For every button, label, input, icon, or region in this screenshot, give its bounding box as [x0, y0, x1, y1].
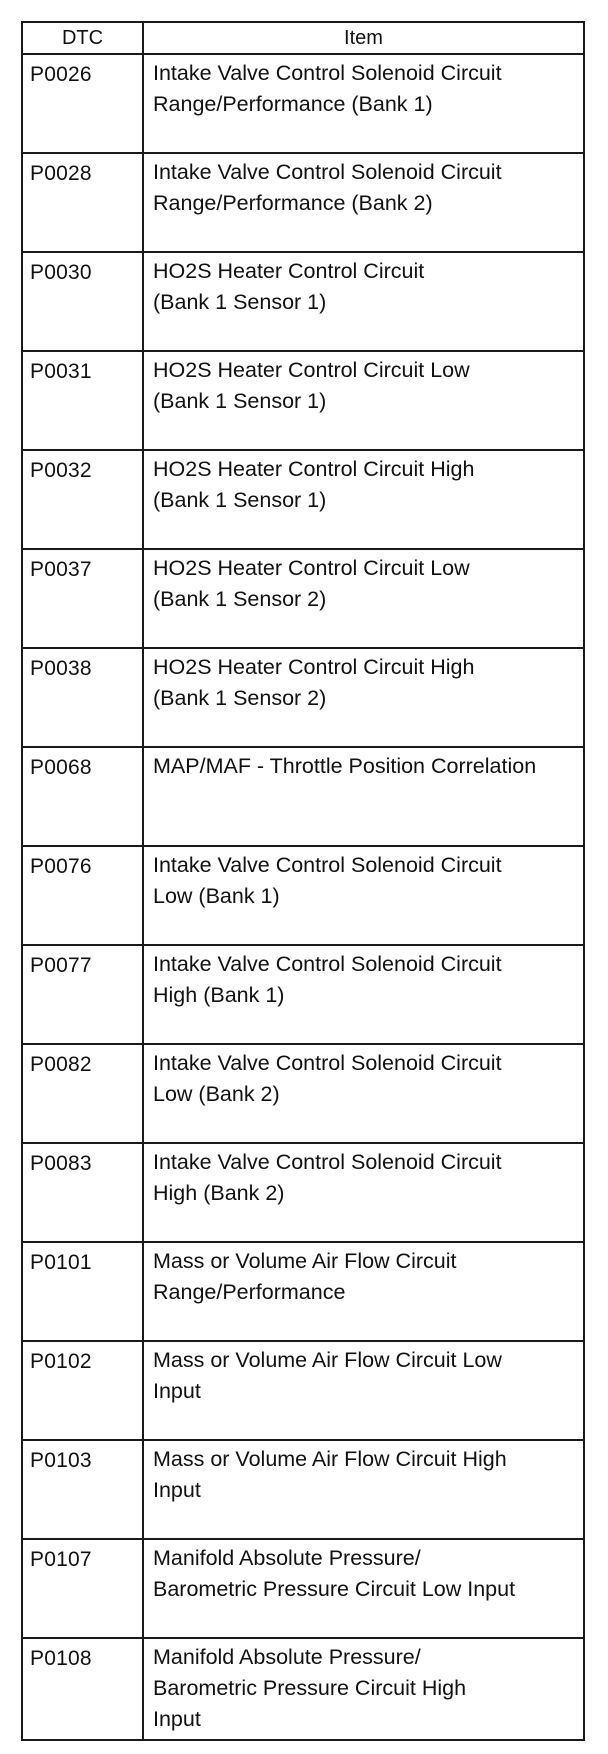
dtc-code: P0101 — [22, 1242, 143, 1341]
table-row — [22, 1341, 584, 1440]
table-row — [22, 549, 584, 648]
dtc-table — [21, 21, 585, 1741]
dtc-description — [143, 1341, 584, 1440]
description-line: Intake Valve Control Solenoid Circuit — [153, 61, 502, 85]
description-line: Manifold Absolute Pressure/ — [153, 1546, 421, 1570]
dtc-code: P0076 — [22, 846, 143, 945]
dtc-description — [143, 1440, 584, 1539]
description-line: Barometric Pressure Circuit Low Input — [153, 1577, 516, 1601]
dtc-code: P0102 — [22, 1341, 143, 1440]
dtc-description — [143, 252, 584, 351]
description-line: (Bank 1 Sensor 2) — [153, 587, 327, 611]
description-line: HO2S Heater Control Circuit High — [153, 457, 475, 481]
dtc-code: P0038 — [22, 648, 143, 747]
dtc-description — [143, 945, 584, 1044]
table-row — [22, 1143, 584, 1242]
description-line: HO2S Heater Control Circuit Low — [153, 556, 470, 580]
dtc-description — [143, 1044, 584, 1143]
dtc-code: P0026 — [22, 54, 143, 153]
table-row — [22, 54, 584, 153]
description-line: Range/Performance (Bank 2) — [153, 191, 433, 215]
description-line: (Bank 1 Sensor 1) — [153, 389, 327, 413]
description-line: MAP/MAF - Throttle Position Correlation — [153, 754, 537, 778]
description-line: Intake Valve Control Solenoid Circuit — [153, 853, 502, 877]
description-line: (Bank 1 Sensor 1) — [153, 488, 327, 512]
description-line: High (Bank 1) — [153, 983, 285, 1007]
description-line: HO2S Heater Control Circuit — [153, 259, 425, 283]
table-row — [22, 747, 584, 846]
dtc-code: P0103 — [22, 1440, 143, 1539]
dtc-code: P0083 — [22, 1143, 143, 1242]
description-line: HO2S Heater Control Circuit Low — [153, 358, 470, 382]
dtc-code: P0107 — [22, 1539, 143, 1638]
dtc-description — [143, 153, 584, 252]
description-line: Low (Bank 2) — [153, 1082, 280, 1106]
dtc-description — [143, 54, 584, 153]
table-body — [22, 54, 584, 1740]
table-row — [22, 450, 584, 549]
dtc-code: P0068 — [22, 747, 143, 846]
dtc-description — [143, 1638, 584, 1740]
dtc-code: P0032 — [22, 450, 143, 549]
description-line: Range/Performance (Bank 1) — [153, 92, 433, 116]
description-line: HO2S Heater Control Circuit High — [153, 655, 475, 679]
table-row — [22, 648, 584, 747]
dtc-code: P0082 — [22, 1044, 143, 1143]
description-line: Mass or Volume Air Flow Circuit Low — [153, 1348, 502, 1372]
header-dtc: DTC — [22, 22, 143, 54]
dtc-code: P0028 — [22, 153, 143, 252]
table-row — [22, 1539, 584, 1638]
dtc-description — [143, 648, 584, 747]
description-line: Intake Valve Control Solenoid Circuit — [153, 952, 502, 976]
table-row — [22, 846, 584, 945]
description-line: Range/Performance — [153, 1280, 346, 1304]
description-line: Mass or Volume Air Flow Circuit — [153, 1249, 457, 1273]
description-line: Mass or Volume Air Flow Circuit High — [153, 1447, 507, 1471]
description-line: Intake Valve Control Solenoid Circuit — [153, 160, 502, 184]
dtc-description — [143, 549, 584, 648]
description-line: Intake Valve Control Solenoid Circuit — [153, 1150, 502, 1174]
description-line: Input — [153, 1478, 201, 1502]
description-line: (Bank 1 Sensor 2) — [153, 686, 327, 710]
dtc-code: P0077 — [22, 945, 143, 1044]
dtc-description — [143, 351, 584, 450]
table-row — [22, 1638, 584, 1740]
dtc-code: P0108 — [22, 1638, 143, 1740]
table-row — [22, 1044, 584, 1143]
description-line: Low (Bank 1) — [153, 884, 280, 908]
dtc-code: P0037 — [22, 549, 143, 648]
table-row — [22, 351, 584, 450]
dtc-description — [143, 1539, 584, 1638]
table-row — [22, 153, 584, 252]
dtc-description — [143, 1242, 584, 1341]
description-line: Manifold Absolute Pressure/ — [153, 1645, 421, 1669]
dtc-description — [143, 450, 584, 549]
header-item: Item — [143, 22, 584, 54]
dtc-code: P0030 — [22, 252, 143, 351]
description-line: Barometric Pressure Circuit High — [153, 1676, 467, 1700]
description-line: High (Bank 2) — [153, 1181, 285, 1205]
table-row — [22, 252, 584, 351]
table-row — [22, 1242, 584, 1341]
dtc-description — [143, 747, 584, 846]
description-line: (Bank 1 Sensor 1) — [153, 290, 327, 314]
description-line: Input — [153, 1707, 201, 1731]
table-row — [22, 1440, 584, 1539]
dtc-description — [143, 846, 584, 945]
table-row — [22, 945, 584, 1044]
dtc-description — [143, 1143, 584, 1242]
table-header-row — [22, 22, 584, 54]
dtc-code: P0031 — [22, 351, 143, 450]
description-line: Input — [153, 1379, 201, 1403]
description-line: Intake Valve Control Solenoid Circuit — [153, 1051, 502, 1075]
